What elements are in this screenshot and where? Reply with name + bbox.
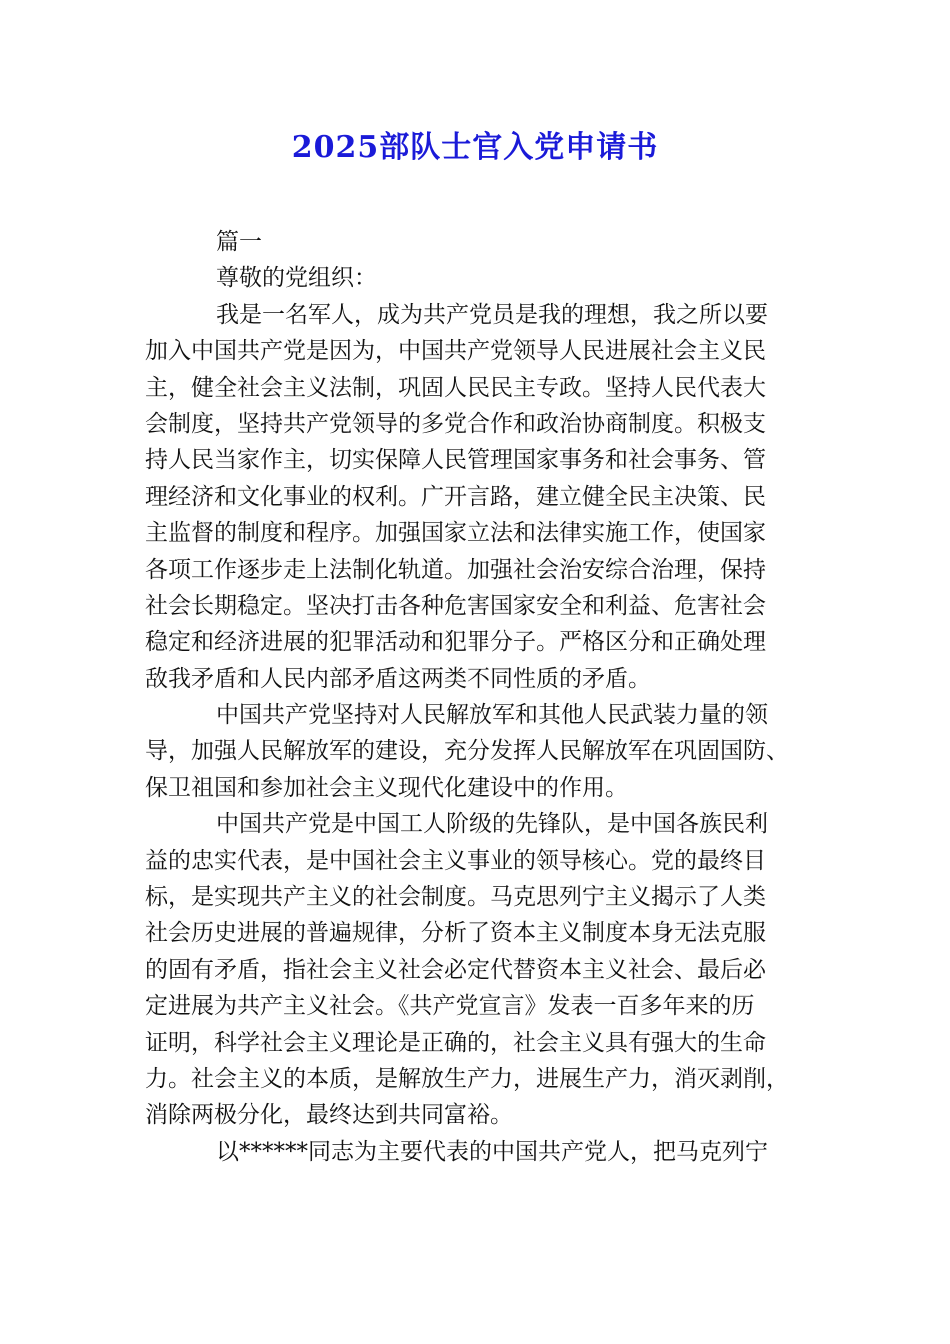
text-line: 导，加强人民解放军的建设，充分发挥人民解放军在巩固国防、 (145, 738, 789, 765)
text-line: 社会历史进展的普遍规律，分析了资本主义制度本身无法克服 (145, 920, 766, 947)
text-line: 我是一名军人，成为共产党员是我的理想，我之所以要 (216, 301, 768, 328)
text-line: 标，是实现共产主义的社会制度。马克思列宁主义揭示了人类 (145, 884, 766, 911)
text-line: 理经济和文化事业的权利。广开言路，建立健全民主决策、民 (145, 483, 766, 510)
text-line: 各项工作逐步走上法制化轨道。加强社会治安综合治理，保持 (145, 556, 766, 583)
text-line: 以******同志为主要代表的中国共产党人，把马克列宁 (216, 1138, 768, 1165)
document-title: 2025部队士官入党申请书 (291, 130, 659, 165)
text-line: 消除两极分化，最终达到共同富裕。 (145, 1102, 513, 1129)
text-line: 主监督的制度和程序。加强国家立法和法律实施工作，使国家 (145, 520, 766, 547)
text-line: 益的忠实代表，是中国社会主义事业的领导核心。党的最终目 (145, 847, 766, 874)
section-heading: 篇一 (216, 229, 262, 255)
text-line: 保卫祖国和参加社会主义现代化建设中的作用。 (145, 774, 628, 801)
text-line: 会制度，坚持共产党领导的多党合作和政治协商制度。积极支 (145, 410, 766, 437)
text-line: 持人民当家作主，切实保障人民管理国家事务和社会事务、管 (145, 447, 766, 474)
salutation: 尊敬的党组织： (216, 265, 377, 292)
text-line: 社会长期稳定。坚决打击各种危害国家安全和利益、危害社会 (145, 592, 766, 619)
document-body (145, 224, 810, 1170)
text-line: 力。社会主义的本质，是解放生产力，进展生产力，消灭剥削， (145, 1065, 789, 1092)
text-line: 证明，科学社会主义理论是正确的，社会主义具有强大的生命 (145, 1029, 766, 1056)
text-line: 定进展为共产主义社会。《共产党宣言》发表一百多年来的历 (145, 993, 755, 1020)
text-line: 中国共产党坚持对人民解放军和其他人民武装力量的领 (216, 702, 768, 729)
text-line: 中国共产党是中国工人阶级的先锋队，是中国各族民利 (216, 811, 768, 838)
text-line: 主，健全社会主义法制，巩固人民民主专政。坚持人民代表大 (145, 374, 766, 401)
text-line: 稳定和经济进展的犯罪活动和犯罪分子。严格区分和正确处理 (145, 629, 766, 656)
text-line: 的固有矛盾，指社会主义社会必定代替资本主义社会、最后必 (145, 956, 766, 983)
text-line: 敌我矛盾和人民内部矛盾这两类不同性质的矛盾。 (145, 665, 651, 692)
text-line: 加入中国共产党是因为，中国共产党领导人民进展社会主义民 (145, 338, 766, 365)
